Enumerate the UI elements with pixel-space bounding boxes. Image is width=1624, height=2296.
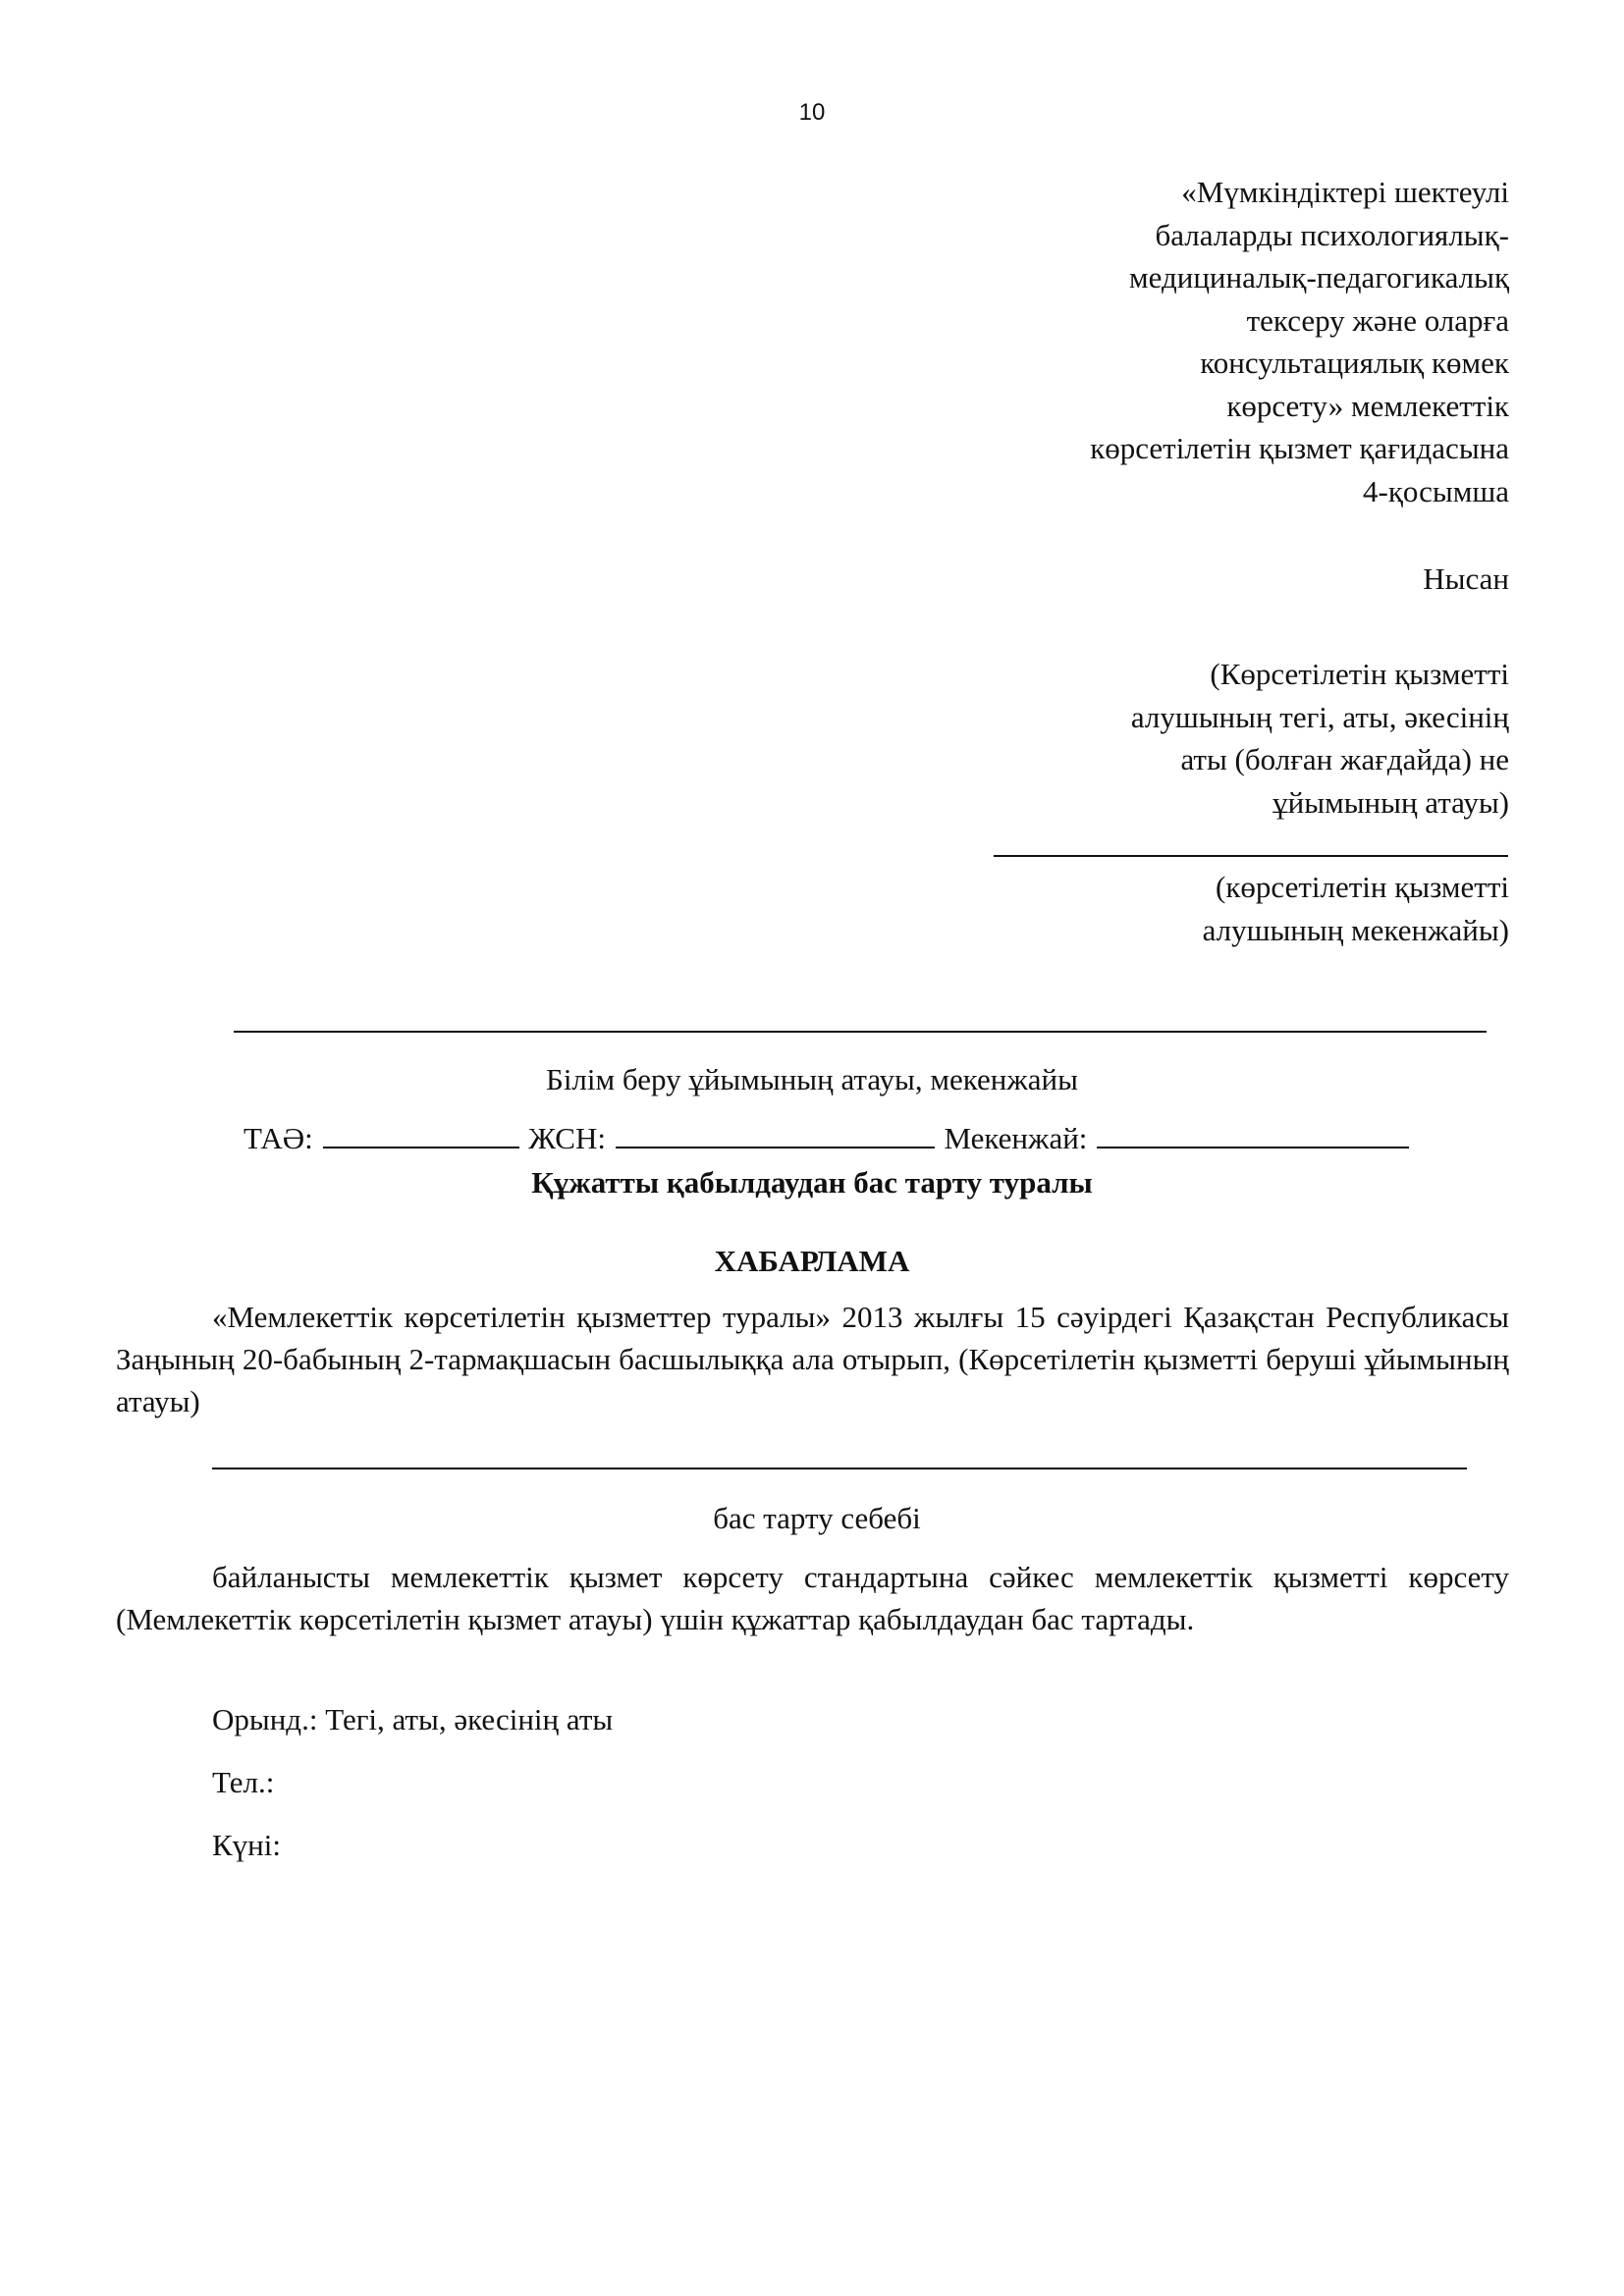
- recipient-name-line: (Көрсетілетін қызметті: [1210, 657, 1509, 691]
- form-label: [1423, 558, 1509, 601]
- page-number: 10: [798, 99, 826, 126]
- appendix-line: консультациялық көмек: [1200, 346, 1509, 380]
- address-fill-line: [1097, 1121, 1409, 1148]
- recipient-name-line: аты (болған жағдайда) не: [1180, 742, 1509, 776]
- full-name-label: ТАӘ:: [244, 1121, 313, 1155]
- iin-fill-line: [616, 1121, 935, 1148]
- refusal-paragraph: [116, 1556, 1509, 1640]
- document-title: Құжатты қабылдаудан бас тарту туралы: [531, 1165, 1093, 1200]
- legal-basis-text: «Мемлекеттік көрсетілетін қызметтер туралы» 2013 жылғы 15 сәуірдегі Қазақстан Республикасы Заңының 20-бабының 2-тармақшасын басшылыққа ала отырып, (Көрсетілетін қызметті беруші ұйымының атауы): [116, 1300, 1509, 1418]
- appendix-line: көрсету» мемлекеттік: [1226, 388, 1509, 423]
- legal-basis-paragraph: [116, 1296, 1509, 1422]
- appendix-line: «Мүмкіндіктері шектеулі: [1181, 175, 1509, 209]
- recipient-name-caption: [1131, 653, 1509, 824]
- appendix-line: балаларды психологиялық-: [1155, 217, 1509, 252]
- recipient-address-line: алушының мекенжайы): [1202, 912, 1509, 947]
- appendix-line: медициналық-педагогикалық: [1128, 260, 1509, 294]
- recipient-address-line: (көрсетілетін қызметті: [1216, 870, 1509, 904]
- organization-fields: [244, 1117, 1411, 1159]
- date-line: Күні:: [212, 1828, 281, 1862]
- executor-line: Орынд.: Тегі, аты, әкесінің аты: [212, 1702, 614, 1736]
- recipient-name-line: ұйымының атауы): [1272, 784, 1509, 820]
- organization-caption: Білім беру ұйымының атауы, мекенжайы: [546, 1062, 1078, 1096]
- address-label: Мекенжай:: [944, 1121, 1088, 1155]
- refusal-text: байланысты мемлекеттік қызмет көрсету стандартына сәйкес мемлекеттік қызметті көрсету (Мемлекеттік көрсетілетін қызмет атауы) үшін құжаттар қабылдаудан бас тартады.: [116, 1560, 1509, 1636]
- organization-fill-line: [234, 1031, 1487, 1033]
- form-label-text: Нысан: [1423, 561, 1509, 596]
- recipient-address-fill-line: [994, 855, 1508, 857]
- iin-label: ЖСН:: [528, 1121, 606, 1155]
- appendix-line: көрсетілетін қызмет қағидасына: [1090, 431, 1509, 465]
- refusal-reason-caption: бас тарту себебі: [713, 1501, 921, 1535]
- full-name-fill-line: [323, 1121, 519, 1148]
- recipient-name-line: алушының тегі, аты, әкесінің: [1130, 699, 1509, 734]
- recipient-address-caption: [1203, 866, 1509, 951]
- refusal-reason-fill-line: [212, 1468, 1467, 1469]
- appendix-reference: [1090, 171, 1509, 512]
- notice-heading: ХАБАРЛАМА: [714, 1244, 910, 1278]
- appendix-line: 4-қосымша: [1363, 473, 1509, 508]
- phone-line: Тел.:: [212, 1765, 275, 1799]
- appendix-line: тексеру және оларға: [1246, 302, 1509, 338]
